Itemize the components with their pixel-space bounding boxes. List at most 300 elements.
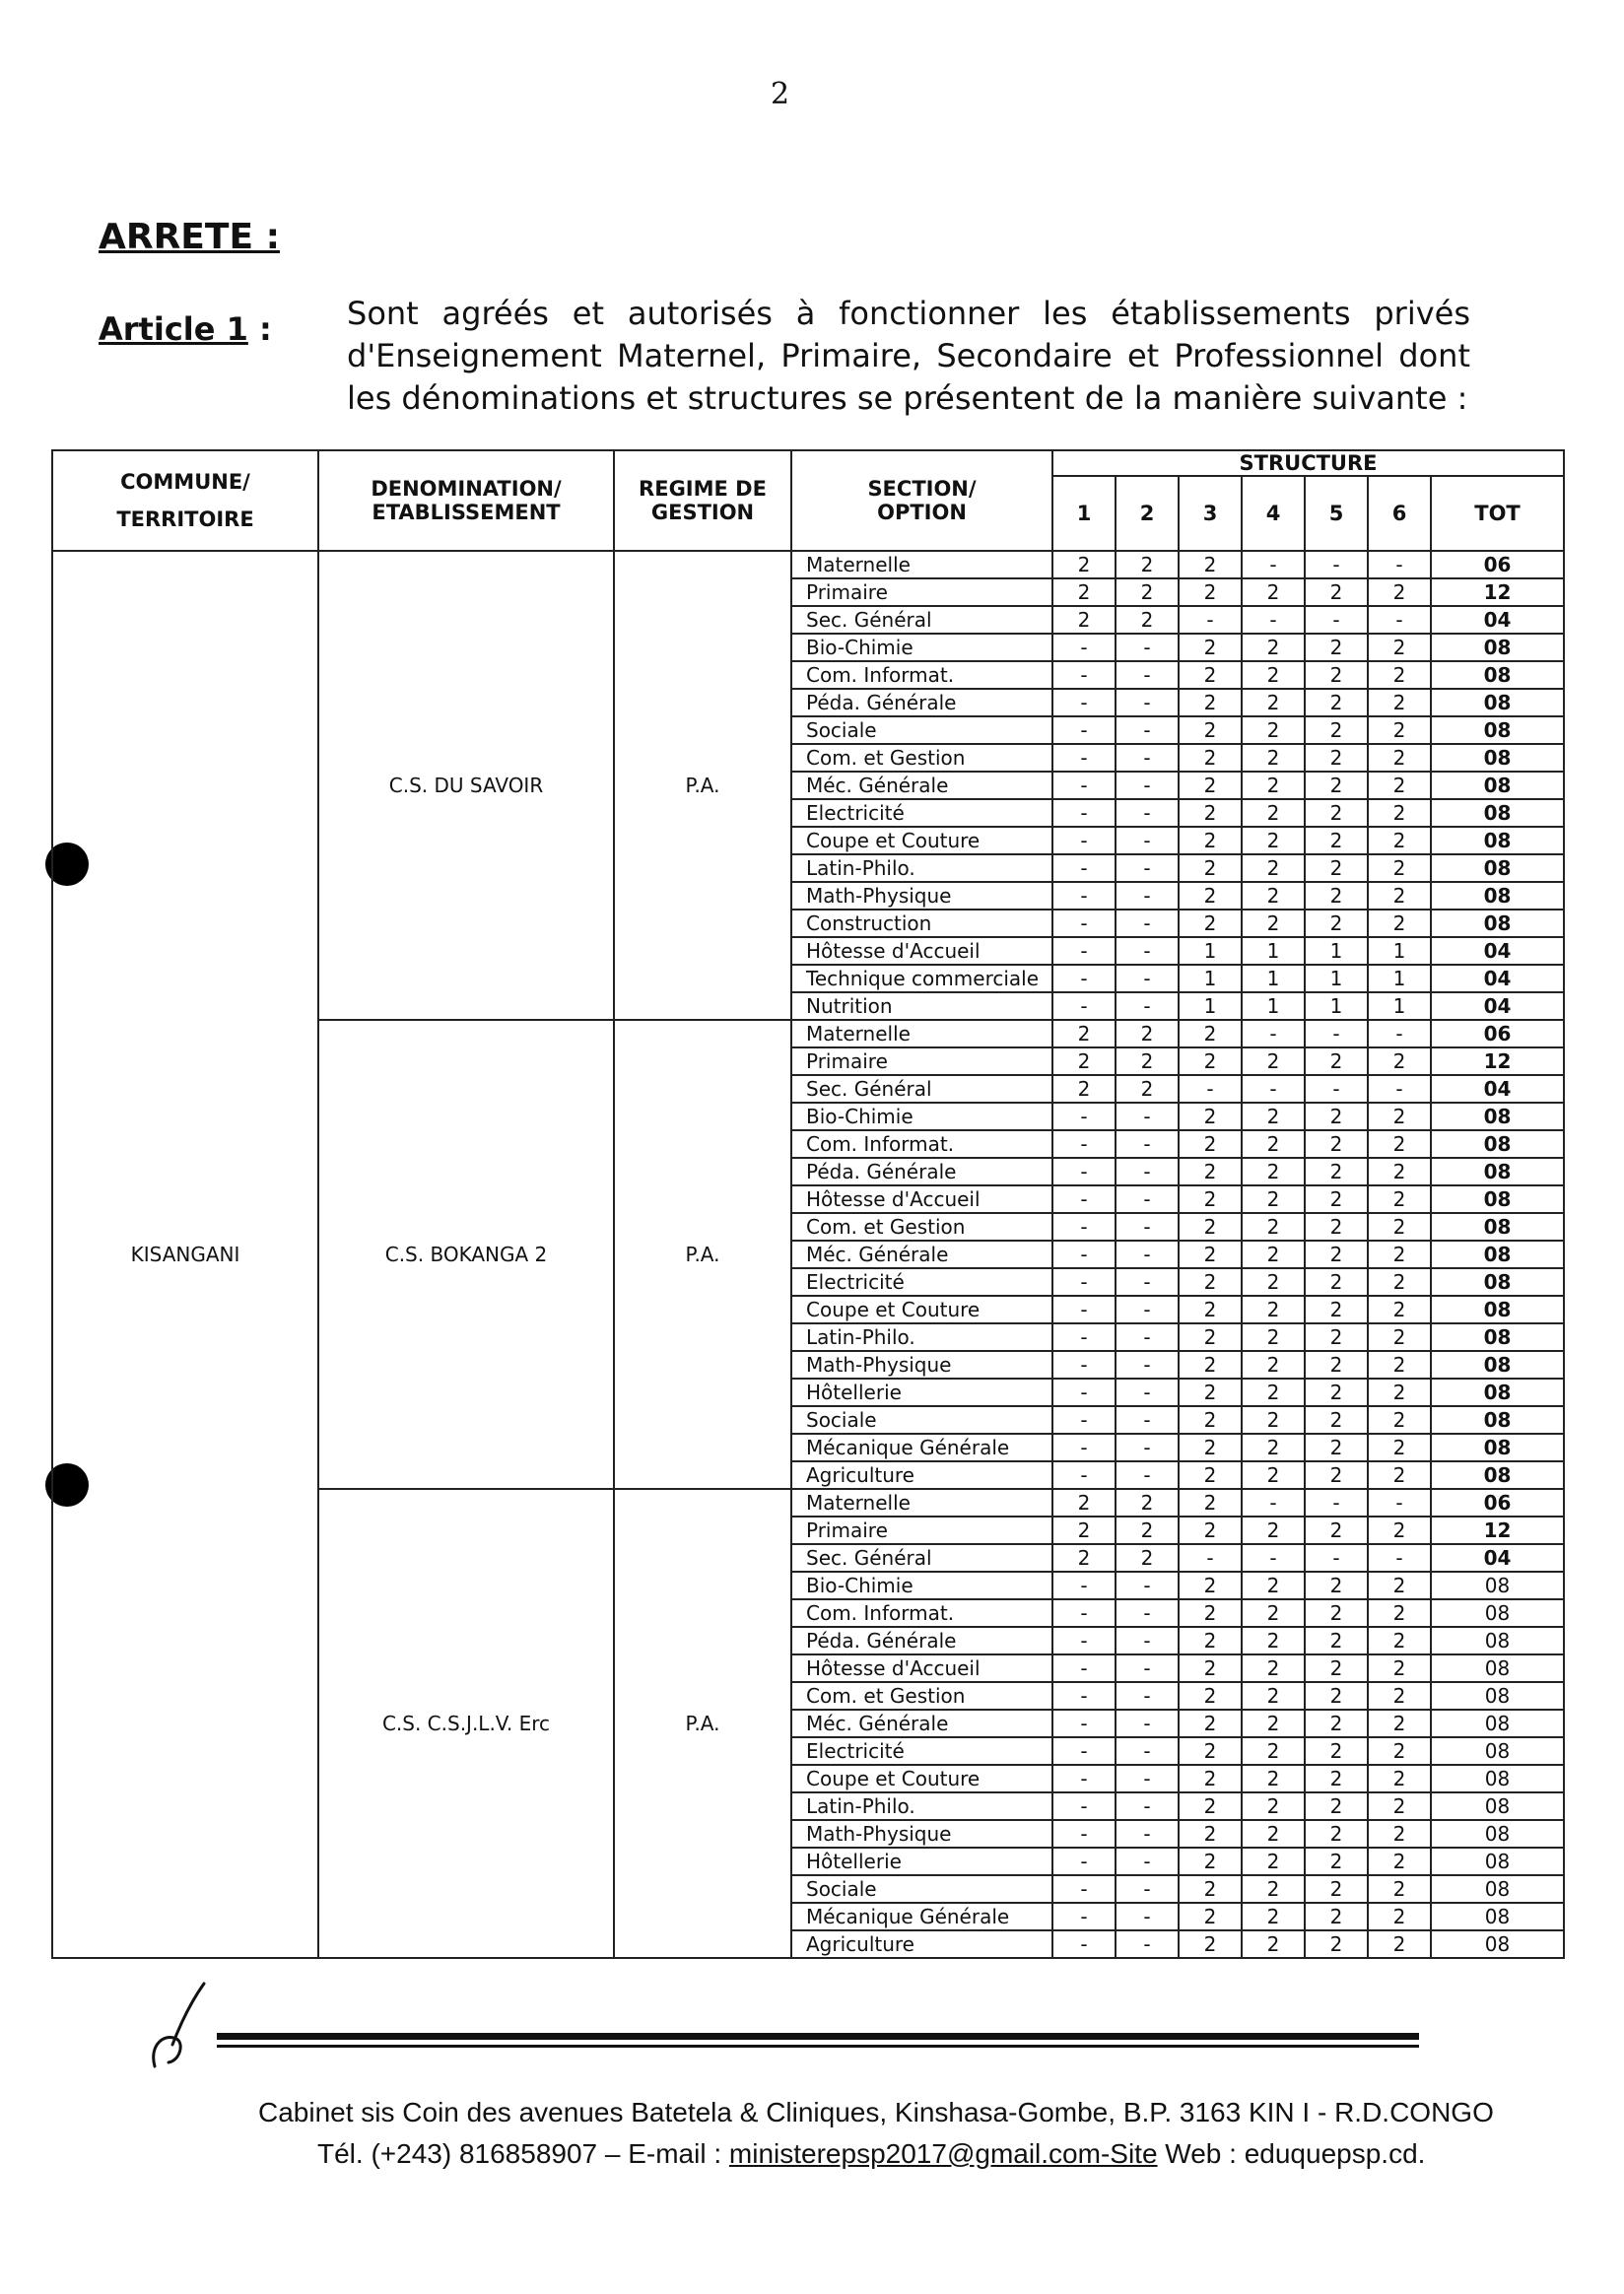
level-value-cell: - xyxy=(1116,1323,1179,1351)
level-value-cell: 1 xyxy=(1242,937,1305,965)
option-cell: Maternelle xyxy=(791,551,1052,578)
level-value-cell: 2 xyxy=(1305,1572,1368,1599)
level-value-cell: - xyxy=(1116,1599,1179,1627)
level-value-cell: - xyxy=(1052,744,1116,772)
level-value-cell: 1 xyxy=(1305,992,1368,1020)
level-value-cell: - xyxy=(1116,1213,1179,1241)
footer-phone: Tél. (+243) 816858907 – E-mail : xyxy=(317,2138,729,2169)
total-cell: 08 xyxy=(1431,1848,1564,1875)
total-cell: 08 xyxy=(1431,1737,1564,1765)
level-value-cell: 2 xyxy=(1242,1434,1305,1461)
level-value-cell: 2 xyxy=(1242,772,1305,799)
level-value-cell: - xyxy=(1052,1103,1116,1130)
level-value-cell: - xyxy=(1052,1903,1116,1930)
total-cell: 08 xyxy=(1431,1103,1564,1130)
level-value-cell: 2 xyxy=(1179,1599,1242,1627)
level-value-cell: - xyxy=(1116,1682,1179,1710)
level-value-cell: - xyxy=(1116,1627,1179,1654)
level-value-cell: 2 xyxy=(1368,1517,1431,1544)
option-cell: Mécanique Générale xyxy=(791,1903,1052,1930)
total-cell: 06 xyxy=(1431,551,1564,578)
level-value-cell: 2 xyxy=(1179,1792,1242,1820)
level-value-cell: - xyxy=(1116,1351,1179,1379)
option-cell: Sec. Général xyxy=(791,1075,1052,1103)
total-cell: 06 xyxy=(1431,1020,1564,1047)
level-value-cell: 2 xyxy=(1242,634,1305,661)
level-value-cell: 2 xyxy=(1179,1461,1242,1489)
level-value-cell: - xyxy=(1116,1158,1179,1185)
level-value-cell: 2 xyxy=(1305,689,1368,716)
level-value-cell: 2 xyxy=(1116,551,1179,578)
option-cell: Coupe et Couture xyxy=(791,1765,1052,1792)
level-value-cell: 2 xyxy=(1179,1434,1242,1461)
level-value-cell: 2 xyxy=(1242,882,1305,910)
level-value-cell: 2 xyxy=(1368,910,1431,937)
level-value-cell: 2 xyxy=(1368,1185,1431,1213)
option-cell: Péda. Générale xyxy=(791,1627,1052,1654)
level-value-cell: 2 xyxy=(1368,854,1431,882)
option-cell: Math-Physique xyxy=(791,1820,1052,1848)
total-cell: 08 xyxy=(1431,910,1564,937)
level-value-cell: 2 xyxy=(1368,772,1431,799)
level-value-cell: - xyxy=(1052,1379,1116,1406)
header-regime-line1: REGIME DE xyxy=(639,477,767,501)
total-cell: 08 xyxy=(1431,1241,1564,1268)
level-value-cell: - xyxy=(1052,827,1116,854)
level-value-cell: 2 xyxy=(1242,1654,1305,1682)
level-value-cell: 2 xyxy=(1052,1544,1116,1572)
option-cell: Latin-Philo. xyxy=(791,1323,1052,1351)
level-value-cell: 2 xyxy=(1368,1682,1431,1710)
total-cell: 08 xyxy=(1431,1572,1564,1599)
signature xyxy=(143,1976,212,2074)
option-cell: Coupe et Couture xyxy=(791,1296,1052,1323)
level-value-cell: - xyxy=(1116,1848,1179,1875)
level-value-cell: - xyxy=(1052,1268,1116,1296)
level-value-cell: 2 xyxy=(1305,1406,1368,1434)
level-value-cell: 2 xyxy=(1305,799,1368,827)
level-value-cell: 2 xyxy=(1179,551,1242,578)
level-value-cell: 2 xyxy=(1116,1047,1179,1075)
level-value-cell: 2 xyxy=(1179,1213,1242,1241)
total-cell: 08 xyxy=(1431,1792,1564,1820)
level-value-cell: 2 xyxy=(1368,1654,1431,1682)
level-value-cell: - xyxy=(1116,1820,1179,1848)
option-cell: Com. et Gestion xyxy=(791,1213,1052,1241)
commune-cell: KISANGANI xyxy=(52,551,318,1958)
level-value-cell: 2 xyxy=(1179,661,1242,689)
level-value-cell: 2 xyxy=(1305,1268,1368,1296)
level-value-cell: 2 xyxy=(1052,1489,1116,1517)
level-value-cell: 2 xyxy=(1052,1047,1116,1075)
level-value-cell: 2 xyxy=(1052,578,1116,606)
level-value-cell: 2 xyxy=(1368,882,1431,910)
level-value-cell: - xyxy=(1116,1461,1179,1489)
level-value-cell: 2 xyxy=(1305,578,1368,606)
level-value-cell: - xyxy=(1116,1737,1179,1765)
option-cell: Péda. Générale xyxy=(791,1158,1052,1185)
option-cell: Nutrition xyxy=(791,992,1052,1020)
header-denomination-line1: DENOMINATION/ xyxy=(371,477,562,501)
total-cell: 08 xyxy=(1431,1185,1564,1213)
level-value-cell: - xyxy=(1242,606,1305,634)
level-value-cell: 2 xyxy=(1179,1820,1242,1848)
option-cell: Bio-Chimie xyxy=(791,634,1052,661)
level-value-cell: - xyxy=(1116,689,1179,716)
level-value-cell: 2 xyxy=(1305,1047,1368,1075)
level-value-cell: 2 xyxy=(1368,1158,1431,1185)
level-value-cell: 1 xyxy=(1179,937,1242,965)
level-value-cell: 2 xyxy=(1305,1930,1368,1958)
level-value-cell: - xyxy=(1116,1434,1179,1461)
total-cell: 08 xyxy=(1431,1765,1564,1792)
option-cell: Com. Informat. xyxy=(791,1130,1052,1158)
level-value-cell: 2 xyxy=(1179,1517,1242,1544)
level-value-cell: - xyxy=(1052,1130,1116,1158)
level-value-cell: 2 xyxy=(1305,1599,1368,1627)
level-value-cell: 2 xyxy=(1368,1434,1431,1461)
level-value-cell: - xyxy=(1368,1075,1431,1103)
level-value-cell: 2 xyxy=(1305,1296,1368,1323)
level-value-cell: 2 xyxy=(1242,799,1305,827)
level-value-cell: 2 xyxy=(1179,827,1242,854)
option-cell: Com. Informat. xyxy=(791,661,1052,689)
level-value-cell: 2 xyxy=(1305,1323,1368,1351)
option-cell: Primaire xyxy=(791,1047,1052,1075)
level-value-cell: 2 xyxy=(1116,1489,1179,1517)
option-cell: Méc. Générale xyxy=(791,1710,1052,1737)
level-value-cell: - xyxy=(1052,1434,1116,1461)
level-value-cell: 2 xyxy=(1305,1351,1368,1379)
footer-rule-thin xyxy=(217,2045,1419,2048)
total-cell: 08 xyxy=(1431,1158,1564,1185)
level-value-cell: 1 xyxy=(1368,992,1431,1020)
level-value-cell: 2 xyxy=(1368,1406,1431,1434)
total-cell: 08 xyxy=(1431,1268,1564,1296)
level-value-cell: 2 xyxy=(1305,854,1368,882)
level-value-cell: 2 xyxy=(1305,634,1368,661)
level-value-cell: - xyxy=(1116,799,1179,827)
header-section xyxy=(791,450,1052,551)
level-value-cell: 2 xyxy=(1305,1848,1368,1875)
option-cell: Electricité xyxy=(791,1268,1052,1296)
level-value-cell: 1 xyxy=(1305,965,1368,992)
level-value-cell: 2 xyxy=(1179,1903,1242,1930)
total-cell: 08 xyxy=(1431,1930,1564,1958)
level-value-cell: - xyxy=(1052,1627,1116,1654)
level-value-cell: 2 xyxy=(1179,772,1242,799)
level-value-cell: 1 xyxy=(1242,965,1305,992)
total-cell: 04 xyxy=(1431,1075,1564,1103)
level-value-cell: 2 xyxy=(1242,1903,1305,1930)
level-value-cell: - xyxy=(1242,551,1305,578)
level-value-cell: 2 xyxy=(1179,689,1242,716)
level-value-cell: - xyxy=(1052,1682,1116,1710)
level-value-cell: 2 xyxy=(1179,1848,1242,1875)
level-value-cell: 2 xyxy=(1179,1875,1242,1903)
level-value-cell: 2 xyxy=(1305,1710,1368,1737)
option-cell: Com. et Gestion xyxy=(791,1682,1052,1710)
footer-rule xyxy=(217,2033,1419,2040)
level-value-cell: - xyxy=(1052,716,1116,744)
level-value-cell: 2 xyxy=(1179,1103,1242,1130)
level-value-cell: 2 xyxy=(1305,772,1368,799)
total-cell: 08 xyxy=(1431,1323,1564,1351)
level-value-cell: - xyxy=(1368,1020,1431,1047)
total-cell: 08 xyxy=(1431,1379,1564,1406)
total-cell: 08 xyxy=(1431,1682,1564,1710)
total-cell: 08 xyxy=(1431,1296,1564,1323)
header-denomination-line2: ETABLISSEMENT xyxy=(372,501,561,524)
level-value-cell: 2 xyxy=(1368,1737,1431,1765)
footer-contact xyxy=(317,2138,1425,2170)
option-cell: Primaire xyxy=(791,578,1052,606)
level-value-cell: 2 xyxy=(1179,799,1242,827)
level-value-cell: - xyxy=(1242,1075,1305,1103)
total-cell: 08 xyxy=(1431,1627,1564,1654)
level-value-cell: 2 xyxy=(1305,1654,1368,1682)
level-value-cell: - xyxy=(1052,992,1116,1020)
level-value-cell: - xyxy=(1116,1241,1179,1268)
table-header xyxy=(52,450,1564,551)
level-value-cell: 2 xyxy=(1305,1682,1368,1710)
option-cell: Bio-Chimie xyxy=(791,1103,1052,1130)
option-cell: Electricité xyxy=(791,1737,1052,1765)
level-value-cell: - xyxy=(1052,1848,1116,1875)
option-cell: Hôtesse d'Accueil xyxy=(791,1654,1052,1682)
total-cell: 08 xyxy=(1431,1406,1564,1434)
total-cell: 08 xyxy=(1431,1710,1564,1737)
level-value-cell: - xyxy=(1052,937,1116,965)
arrete-heading: ARRETE : xyxy=(99,217,280,257)
level-value-cell: 2 xyxy=(1052,551,1116,578)
level-value-cell: 2 xyxy=(1368,1323,1431,1351)
level-value-cell: 2 xyxy=(1179,1268,1242,1296)
total-cell: 08 xyxy=(1431,1599,1564,1627)
level-value-cell: 2 xyxy=(1242,744,1305,772)
level-value-cell: - xyxy=(1116,1406,1179,1434)
table-body xyxy=(52,551,1564,1958)
option-cell: Bio-Chimie xyxy=(791,1572,1052,1599)
option-cell: Latin-Philo. xyxy=(791,1792,1052,1820)
header-level: 2 xyxy=(1116,476,1179,551)
level-value-cell: 2 xyxy=(1179,1379,1242,1406)
level-value-cell: 2 xyxy=(1242,1158,1305,1185)
level-value-cell: - xyxy=(1052,689,1116,716)
option-cell: Péda. Générale xyxy=(791,689,1052,716)
level-value-cell: 2 xyxy=(1242,1848,1305,1875)
level-value-cell: - xyxy=(1116,772,1179,799)
option-cell: Hôtellerie xyxy=(791,1379,1052,1406)
level-value-cell: 2 xyxy=(1242,1241,1305,1268)
level-value-cell: 2 xyxy=(1242,1599,1305,1627)
level-value-cell: - xyxy=(1052,1351,1116,1379)
level-value-cell: 2 xyxy=(1179,1241,1242,1268)
establishment-name: C.S. DU SAVOIR xyxy=(318,551,614,1020)
level-value-cell: 2 xyxy=(1179,1130,1242,1158)
level-value-cell: - xyxy=(1052,1792,1116,1820)
level-value-cell: 2 xyxy=(1305,1158,1368,1185)
level-value-cell: 2 xyxy=(1179,578,1242,606)
level-value-cell: 2 xyxy=(1242,1323,1305,1351)
level-value-cell: 2 xyxy=(1242,1296,1305,1323)
level-value-cell: 2 xyxy=(1242,1930,1305,1958)
level-value-cell: 2 xyxy=(1179,1185,1242,1213)
level-value-cell: 2 xyxy=(1305,1103,1368,1130)
header-level: 5 xyxy=(1305,476,1368,551)
article-text: Sont agréés et autorisés à fonctionner les établissements privés d'Enseignement Maternel, Primaire, Secondaire et Professionnel dont les dénominations et structures se présentent de la manière suivante : xyxy=(347,295,1470,417)
total-cell: 12 xyxy=(1431,1047,1564,1075)
level-value-cell: 2 xyxy=(1242,1130,1305,1158)
level-value-cell: 2 xyxy=(1242,1792,1305,1820)
level-value-cell: 1 xyxy=(1305,937,1368,965)
level-value-cell: 2 xyxy=(1179,1737,1242,1765)
level-value-cell: 2 xyxy=(1052,1517,1116,1544)
level-value-cell: - xyxy=(1116,1185,1179,1213)
article-label xyxy=(99,310,272,348)
level-value-cell: 2 xyxy=(1242,716,1305,744)
level-value-cell: 2 xyxy=(1368,1130,1431,1158)
level-value-cell: - xyxy=(1305,1544,1368,1572)
option-cell: Sec. Général xyxy=(791,1544,1052,1572)
level-value-cell: 2 xyxy=(1242,1682,1305,1710)
option-cell: Hôtellerie xyxy=(791,1848,1052,1875)
level-value-cell: 2 xyxy=(1052,1020,1116,1047)
level-value-cell: 2 xyxy=(1305,1185,1368,1213)
level-value-cell: 2 xyxy=(1368,1765,1431,1792)
option-cell: Math-Physique xyxy=(791,882,1052,910)
option-cell: Technique commerciale xyxy=(791,965,1052,992)
level-value-cell: 2 xyxy=(1179,882,1242,910)
total-cell: 08 xyxy=(1431,882,1564,910)
level-value-cell: - xyxy=(1116,882,1179,910)
option-cell: Maternelle xyxy=(791,1489,1052,1517)
level-value-cell: - xyxy=(1368,606,1431,634)
level-value-cell: 2 xyxy=(1368,689,1431,716)
level-value-cell: 2 xyxy=(1179,744,1242,772)
level-value-cell: 2 xyxy=(1305,1379,1368,1406)
level-value-cell: - xyxy=(1305,551,1368,578)
level-value-cell: - xyxy=(1052,1875,1116,1903)
option-cell: Electricité xyxy=(791,799,1052,827)
level-value-cell: - xyxy=(1116,854,1179,882)
level-value-cell: - xyxy=(1116,910,1179,937)
level-value-cell: 2 xyxy=(1179,1930,1242,1958)
total-cell: 08 xyxy=(1431,1213,1564,1241)
level-value-cell: - xyxy=(1179,606,1242,634)
level-value-cell: 2 xyxy=(1305,827,1368,854)
total-cell: 04 xyxy=(1431,1544,1564,1572)
level-value-cell: 2 xyxy=(1368,1627,1431,1654)
level-value-cell: - xyxy=(1116,1875,1179,1903)
level-value-cell: 2 xyxy=(1305,744,1368,772)
level-value-cell: - xyxy=(1116,661,1179,689)
level-value-cell: - xyxy=(1242,1489,1305,1517)
level-value-cell: 2 xyxy=(1305,661,1368,689)
level-value-cell: 2 xyxy=(1368,578,1431,606)
total-cell: 08 xyxy=(1431,1461,1564,1489)
table-row xyxy=(52,551,1564,578)
level-value-cell: 2 xyxy=(1242,1572,1305,1599)
total-cell: 06 xyxy=(1431,1489,1564,1517)
level-value-cell: 2 xyxy=(1242,1406,1305,1434)
level-value-cell: - xyxy=(1242,1544,1305,1572)
level-value-cell: - xyxy=(1052,1323,1116,1351)
level-value-cell: - xyxy=(1368,1544,1431,1572)
total-cell: 08 xyxy=(1431,1875,1564,1903)
total-cell: 08 xyxy=(1431,634,1564,661)
option-cell: Agriculture xyxy=(791,1930,1052,1958)
header-structure: STRUCTURE xyxy=(1052,450,1564,476)
level-value-cell: 2 xyxy=(1179,1765,1242,1792)
total-cell: 08 xyxy=(1431,827,1564,854)
header-commune-line2: TERRITOIRE xyxy=(116,507,254,531)
level-value-cell: 2 xyxy=(1116,1517,1179,1544)
level-value-cell: 2 xyxy=(1242,827,1305,854)
header-total: TOT xyxy=(1431,476,1564,551)
header-level: 1 xyxy=(1052,476,1116,551)
level-value-cell: - xyxy=(1052,799,1116,827)
level-value-cell: 2 xyxy=(1305,1820,1368,1848)
level-value-cell: - xyxy=(1052,1765,1116,1792)
level-value-cell: 2 xyxy=(1179,1158,1242,1185)
level-value-cell: - xyxy=(1116,1903,1179,1930)
level-value-cell: 2 xyxy=(1368,1213,1431,1241)
level-value-cell: 2 xyxy=(1368,1903,1431,1930)
level-value-cell: - xyxy=(1116,1103,1179,1130)
option-cell: Math-Physique xyxy=(791,1351,1052,1379)
level-value-cell: 2 xyxy=(1368,1351,1431,1379)
level-value-cell: - xyxy=(1116,1268,1179,1296)
level-value-cell: 2 xyxy=(1368,1268,1431,1296)
option-cell: Hôtesse d'Accueil xyxy=(791,1185,1052,1213)
level-value-cell: 2 xyxy=(1116,578,1179,606)
level-value-cell: 2 xyxy=(1305,1627,1368,1654)
total-cell: 08 xyxy=(1431,799,1564,827)
level-value-cell: 2 xyxy=(1305,1461,1368,1489)
level-value-cell: - xyxy=(1052,661,1116,689)
level-value-cell: - xyxy=(1116,744,1179,772)
level-value-cell: 2 xyxy=(1179,1627,1242,1654)
level-value-cell: 2 xyxy=(1368,1296,1431,1323)
level-value-cell: - xyxy=(1052,1930,1116,1958)
level-value-cell: - xyxy=(1305,1489,1368,1517)
level-value-cell: 2 xyxy=(1052,606,1116,634)
header-level: 4 xyxy=(1242,476,1305,551)
total-cell: 04 xyxy=(1431,992,1564,1020)
level-value-cell: 2 xyxy=(1368,1599,1431,1627)
level-value-cell: 1 xyxy=(1179,965,1242,992)
level-value-cell: - xyxy=(1116,992,1179,1020)
level-value-cell: 2 xyxy=(1368,634,1431,661)
establishment-name: C.S. BOKANGA 2 xyxy=(318,1020,614,1489)
level-value-cell: 2 xyxy=(1116,606,1179,634)
level-value-cell: - xyxy=(1116,1930,1179,1958)
level-value-cell: 2 xyxy=(1242,1268,1305,1296)
level-value-cell: 2 xyxy=(1305,1792,1368,1820)
level-value-cell: - xyxy=(1052,1241,1116,1268)
level-value-cell: 2 xyxy=(1179,1351,1242,1379)
level-value-cell: 2 xyxy=(1242,578,1305,606)
level-value-cell: 2 xyxy=(1242,1710,1305,1737)
total-cell: 08 xyxy=(1431,1820,1564,1848)
level-value-cell: 2 xyxy=(1179,1710,1242,1737)
table-header-row xyxy=(52,450,1564,476)
header-section-line1: SECTION/ xyxy=(867,477,977,501)
level-value-cell: - xyxy=(1052,1461,1116,1489)
level-value-cell: 2 xyxy=(1368,1792,1431,1820)
option-cell: Construction xyxy=(791,910,1052,937)
